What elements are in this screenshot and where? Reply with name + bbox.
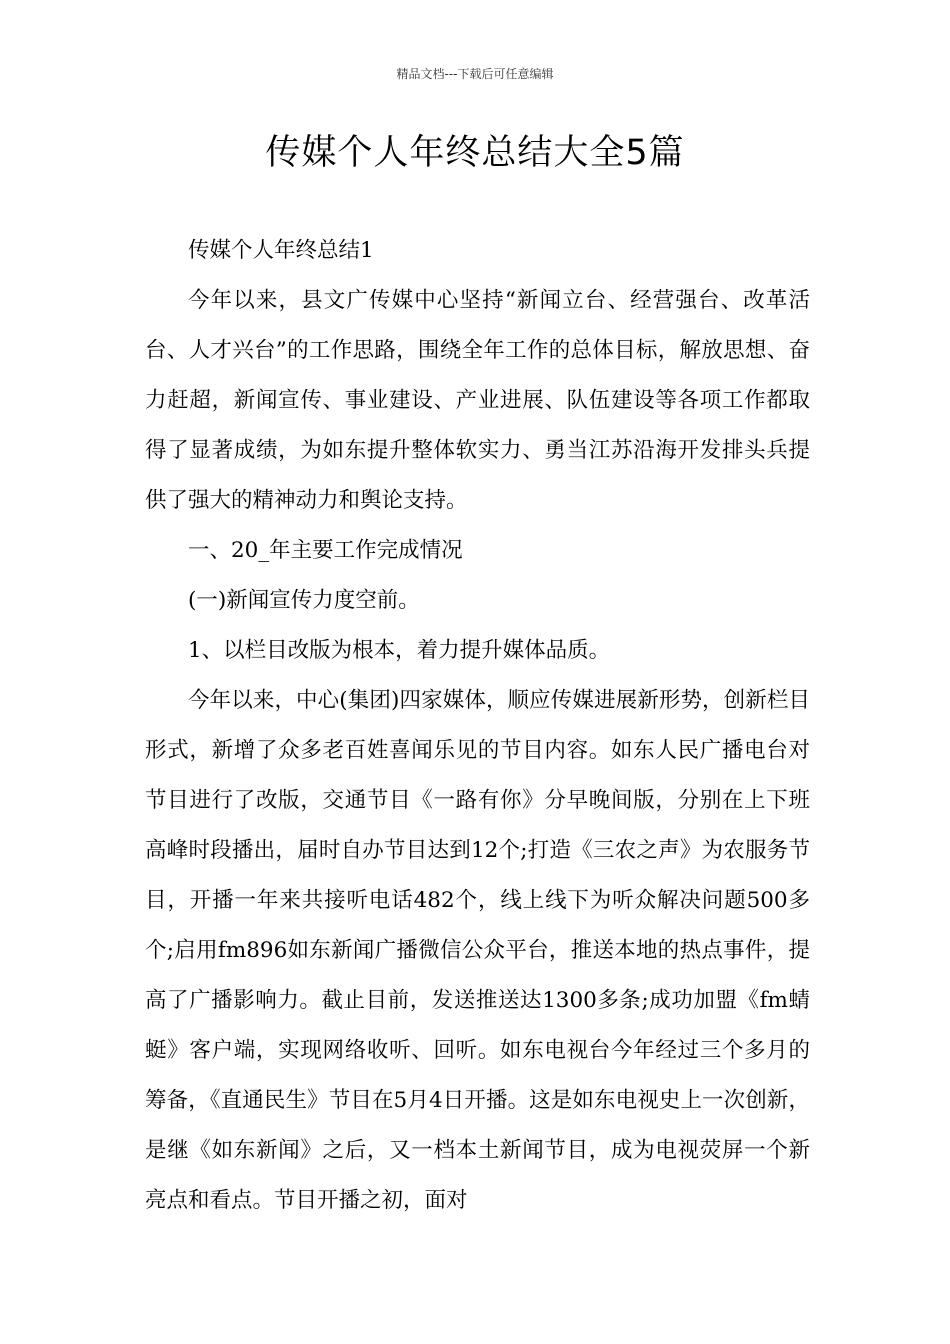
paragraph: 今年以来，中心(集团)四家媒体，顺应传媒进展新形势，创新栏目形式，新增了众多老百姓喜闻乐见的节目内容。如东人民广播电台对节目进行了改版，交通节目《一路有你》分早晚间版，分别在上下班高峰时段播出，届时自办节目达到12个;打造《三农之声》为农服务节目，开播一年来共接听电话482个，线上线下为听众解决问题500多个;启用fm896如东新闻广播微信公众平台，推送本地的热点事件，提高了广播影响力。截止目前，发送推送达1300多条;成功加盟《fm蜻蜓》客户端，实现网络收听、回听。如东电视台今年经过三个多月的筹备，《直通民生》节目在5月4日开播。这是如东电视史上一次创新，是继《如东新闻》之后，又一档本土新闻节目，成为电视荧屏一个新亮点和看点。节目开播之初，面对: [145, 688, 810, 1213]
paragraph: 今年以来，县文广传媒中心坚持“新闻立台、经营强台、改革活台、人才兴台”的工作思路，围绕全年工作的总体目标，解放思想、奋力赶超，新闻宣传、事业建设、产业进展、队伍建设等各项工作都取得了显著成绩，为如东提升整体软实力、勇当江苏沿海开发排头兵提供了强大的精神动力和舆论支持。: [145, 288, 810, 513]
header-note: 精品文档---下载后可任意编辑: [396, 67, 554, 81]
subsection-heading: (一)新闻宣传力度空前。: [188, 588, 420, 613]
subsection-heading: 1、以栏目改版为根本，着力提升媒体品质。: [188, 638, 611, 663]
document-title: 传媒个人年终总结大全5篇: [265, 133, 685, 173]
section-heading: 传媒个人年终总结1: [188, 238, 374, 263]
document-body: [145, 226, 810, 1226]
section-heading: 一、20_年主要工作完成情况: [188, 538, 463, 563]
